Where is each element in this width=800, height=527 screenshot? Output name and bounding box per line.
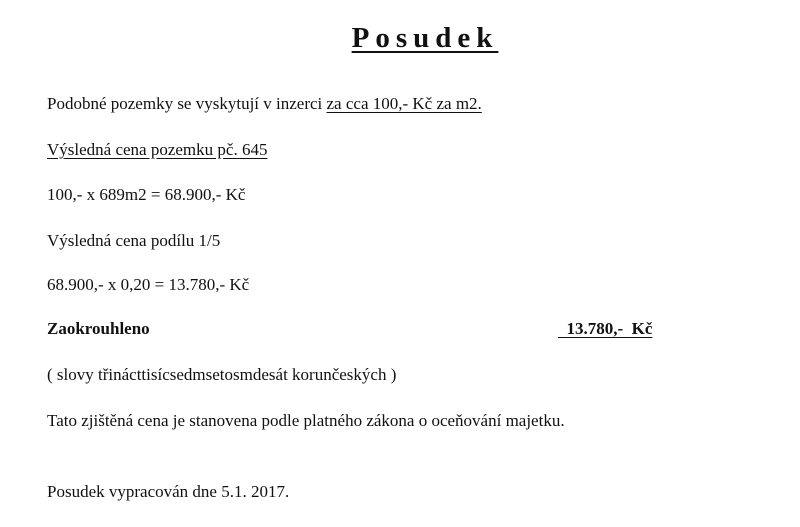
similar-plots-text: Podobné pozemky se vyskytují v inzerci [47,94,327,113]
document-title: Posudek [351,22,499,54]
amount-in-words: ( slovy třinácttisícsedmsetosmdesát korunčeských ) [47,365,397,384]
similar-plots-statement [47,94,482,114]
plot-price-calculation: 100,- x 689m2 = 68.900,- Kč [47,185,246,204]
price-per-m2: za cca 100,- Kč za m2. [326,94,482,113]
plot-price-heading: Výsledná cena pozemku pč. 645 [47,140,268,159]
prepared-date: Posudek vypracován dne 5.1. 2017. [47,482,290,501]
rounded-amount: 13.780,- Kč [558,319,653,338]
share-price-calculation: 68.900,- x 0,20 = 13.780,- Kč [47,275,250,294]
legal-statement: Tato zjištěná cena je stanovena podle platného zákona o oceňování majetku. [47,411,565,430]
rounded-label: Zaokrouhleno [47,319,150,338]
share-price-heading: Výsledná cena podílu 1/5 [47,231,221,250]
